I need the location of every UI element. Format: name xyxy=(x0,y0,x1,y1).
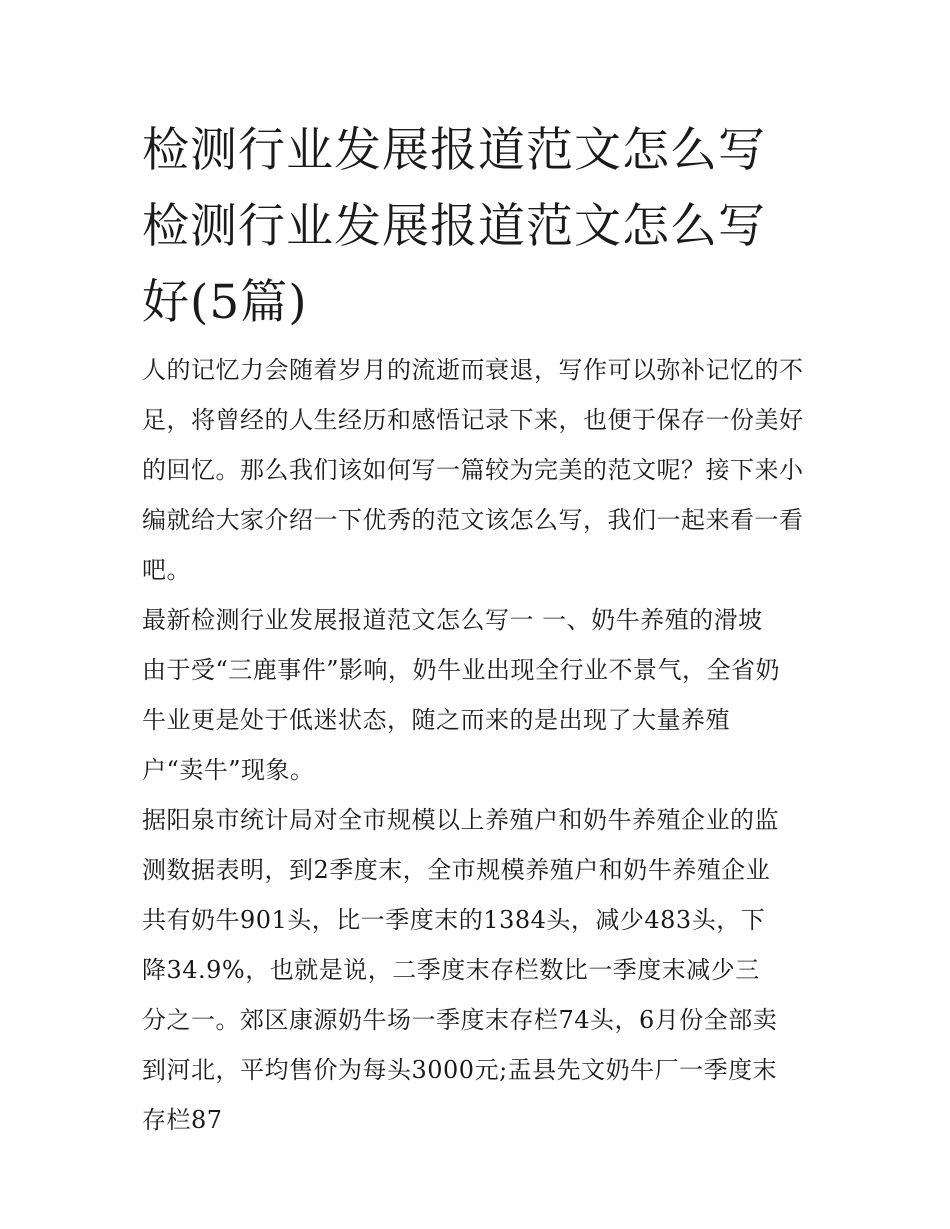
body-paragraph: 由于受“三鹿事件”影响，奶牛业出现全行业不景气，全省奶牛业更是处于低迷状态，随之而来的是出现了大量养殖户“卖牛”现象。 xyxy=(142,656,781,784)
document-title: 检测行业发展报道范文怎么写检测行业发展报道范文怎么写好(5篇) xyxy=(142,123,766,330)
document-content xyxy=(142,113,810,1145)
document-body xyxy=(142,345,810,1145)
section-heading-paragraph: 最新检测行业发展报道范文怎么写一 一、奶牛养殖的滑坡 xyxy=(142,606,763,634)
body-paragraph: 据阳泉市统计局对全市规模以上养殖户和奶牛养殖企业的监测数据表明，到2季度末，全市规模养殖户和奶牛养殖企业共有奶牛901头，比一季度末的1384头，减少483头，下降34.9%，也就是说，二季度末存栏数比一季度末减少三分之一。郊区康源奶牛场一季度末存栏74头，6月份全部卖到河北，平均售价为每头3000元;盂县先文奶牛厂一季度末存栏87 xyxy=(142,806,779,1134)
intro-paragraph: 人的记忆力会随着岁月的流逝而衰退，写作可以弥补记忆的不足，将曾经的人生经历和感悟记录下来，也便于保存一份美好的回忆。那么我们该如何写一篇较为完美的范文呢？接下来小编就给大家介绍一下优秀的范文该怎么写，我们一起来看一看吧。 xyxy=(142,356,804,584)
